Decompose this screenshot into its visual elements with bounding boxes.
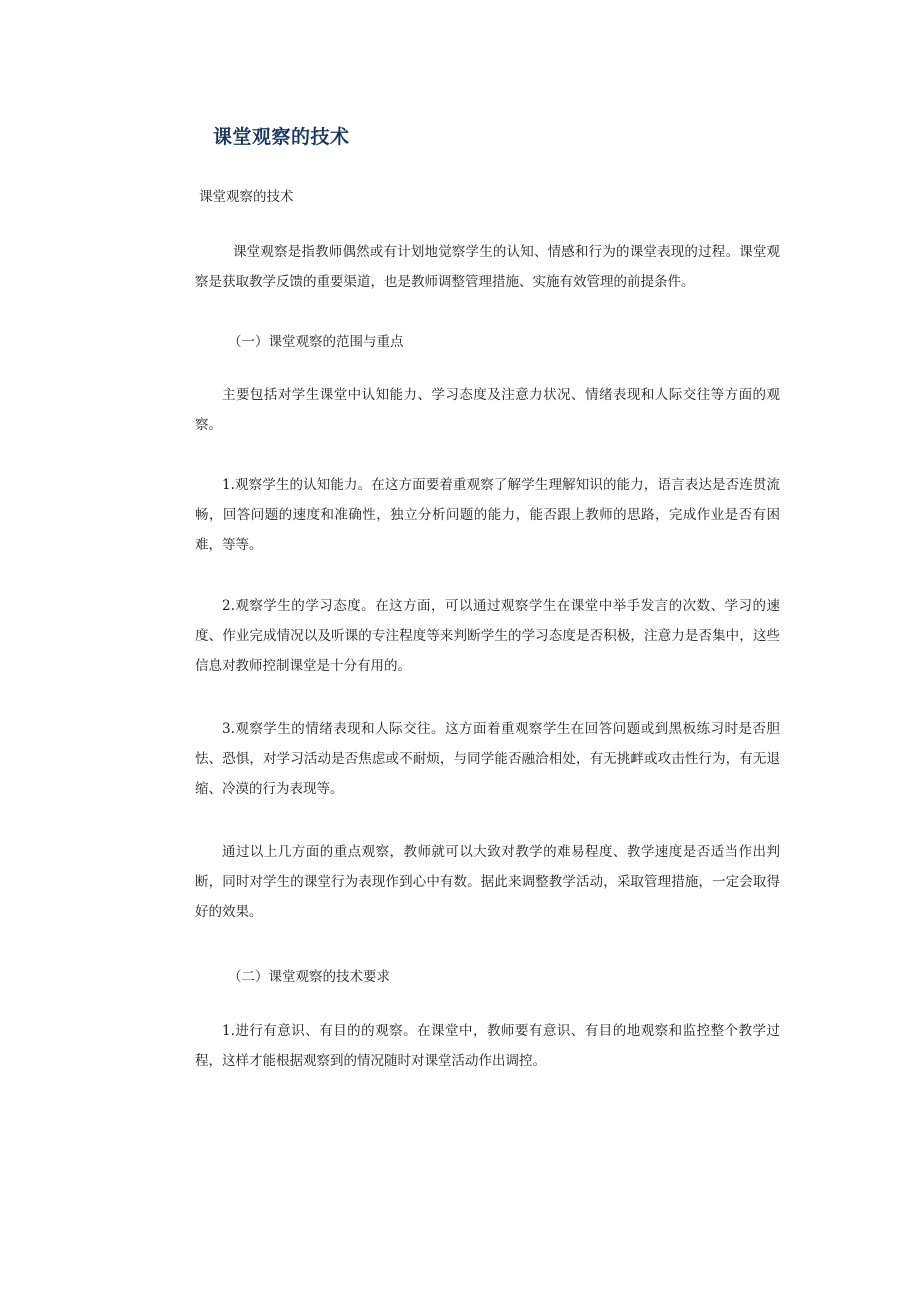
section1-item-3: 3.观察学生的情绪表现和人际交往。这方面着重观察学生在回答问题或到黑板练习时是否胆怯、恐惧，对学习活动是否焦虑或不耐烦，与同学能否融洽相处，有无挑衅或攻击性行为，有无退缩、冷漠的行为表现等。 xyxy=(195,721,780,797)
section1-conclusion: 通过以上几方面的重点观察，教师就可以大致对教学的难易程度、教学速度是否适当作出判断，同时对学生的课堂行为表现作到心中有数。据此来调整教学活动，采取管理措施，一定会取得好的效果。 xyxy=(195,844,780,920)
section2-item-1: 1.进行有意识、有目的的观察。在课堂中，教师要有意识、有目的地观察和监控整个教学过程，这样才能根据观察到的情况随时对课堂活动作出调控。 xyxy=(195,1023,780,1069)
document-title: 课堂观察的技术 xyxy=(213,126,350,148)
section1-item-2: 2.观察学生的学习态度。在这方面，可以通过观察学生在课堂中举手发言的次数、学习的速度、作业完成情况以及听课的专注程度等来判断学生的学习态度是否积极，注意力是否集中，这些信息对教师控制课堂是十分有用的。 xyxy=(195,598,780,674)
section1-summary: 主要包括对学生课堂中认知能力、学习态度及注意力状况、情绪表现和人际交往等方面的观察。 xyxy=(195,387,780,433)
section1-item-1: 1.观察学生的认知能力。在这方面要着重观察了解学生理解知识的能力，语言表达是否连贯流畅，回答问题的速度和准确性，独立分析问题的能力，能否跟上教师的思路，完成作业是否有困难，等等。 xyxy=(195,477,780,553)
section1-heading: （一）课堂观察的范围与重点 xyxy=(228,334,404,350)
intro-paragraph: 课堂观察是指教师偶然或有计划地觉察学生的认知、情感和行为的课堂表现的过程。课堂观察是获取教学反馈的重要渠道，也是教师调整管理措施、实施有效管理的前提条件。 xyxy=(195,244,780,290)
section2-heading: （二）课堂观察的技术要求 xyxy=(228,969,390,985)
document-subtitle: 课堂观察的技术 xyxy=(199,189,294,205)
